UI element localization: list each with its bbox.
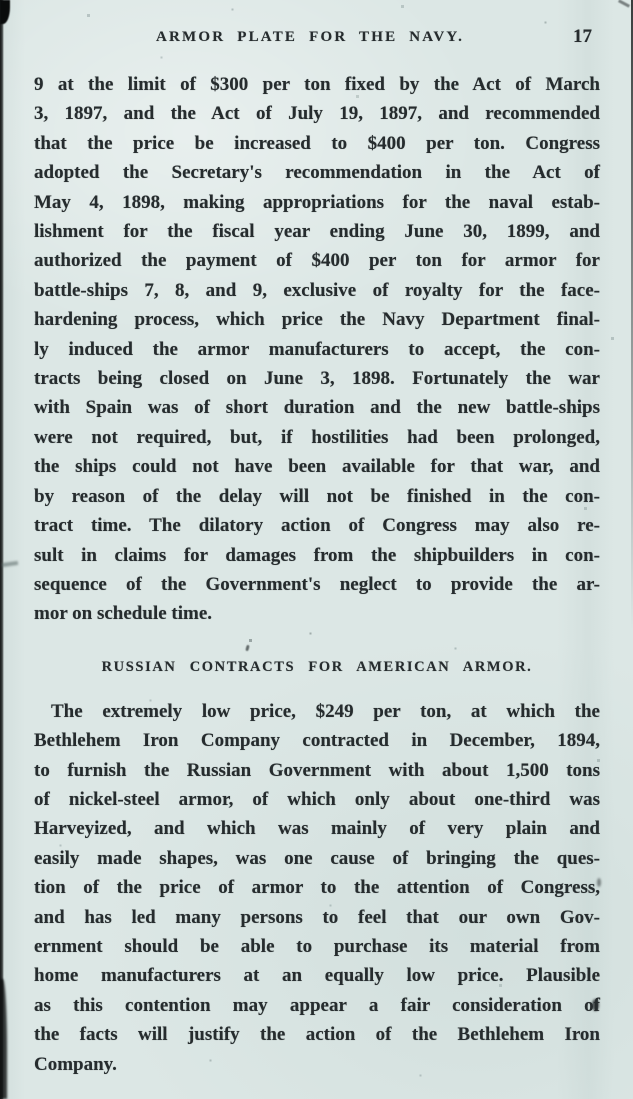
text-line: adopted the Secretary's recommendation in the Act of bbox=[34, 162, 600, 184]
text-line: tracts being closed on June 3, 1898. Fortunately the war bbox=[34, 368, 600, 390]
text-line: and has led many persons to feel that our own Gov- bbox=[34, 906, 600, 928]
text-line: authorized the payment of $400 per ton for armor for bbox=[34, 250, 600, 272]
text-line: easily made shapes, was one cause of bringing the ques- bbox=[34, 847, 600, 869]
scan-corner-blot-bottom-left bbox=[0, 979, 7, 1099]
scan-edge-left bbox=[0, 0, 4, 1099]
text-line: battle-ships 7, 8, and 9, exclusive of royalty for the face- bbox=[34, 279, 600, 301]
text-line: tion of the price of armor to the attention of Congress, bbox=[34, 877, 600, 899]
text-line: sequence of the Government's neglect to provide the ar- bbox=[34, 573, 600, 595]
text-line: tract time. The dilatory action of Congress may also re- bbox=[34, 515, 600, 537]
paragraph bbox=[34, 697, 600, 1079]
text-line: mor on schedule time. bbox=[34, 603, 213, 625]
scan-mark-top-right bbox=[618, 0, 630, 8]
scan-corner-blot-top-left bbox=[0, 0, 10, 24]
section-heading: RUSSIAN CONTRACTS FOR AMERICAN ARMOR. bbox=[101, 658, 533, 675]
text-line: home manufacturers at an equally low price. Plausible bbox=[34, 965, 600, 987]
paragraph bbox=[34, 70, 600, 629]
text-line: by reason of the delay will not be finished in the con- bbox=[34, 485, 600, 507]
page-number: 17 bbox=[573, 26, 592, 47]
text-line: sult in claims for damages from the shipbuilders in con- bbox=[34, 544, 600, 566]
text-line: Company. bbox=[34, 1053, 117, 1075]
text-line: the facts will justify the action of the Bethlehem Iron bbox=[34, 1024, 600, 1046]
scan-speckles bbox=[0, 0, 1, 1]
running-head-title: ARMOR PLATE FOR THE NAVY. bbox=[155, 29, 465, 45]
text-line: Harveyized, and which was mainly of very plain and bbox=[34, 818, 600, 840]
text-line: of nickel-steel armor, of which only about one-third was bbox=[34, 788, 600, 810]
text-line: were not required, but, if hostilities had been prolonged, bbox=[34, 426, 600, 448]
text-line: to furnish the Russian Government with about 1,500 tons bbox=[34, 759, 600, 781]
text-line: with Spain was of short duration and the new battle-ships bbox=[34, 397, 600, 419]
text-line: as this contention may appear a fair consideration of bbox=[34, 994, 600, 1016]
text-line: the ships could not have been available for that war, and bbox=[34, 456, 600, 478]
text-line: 9 at the limit of $300 per ton fixed by the Act of March bbox=[34, 74, 600, 95]
text-line: May 4, 1898, making appropriations for the naval estab- bbox=[34, 191, 600, 213]
text-line: Bethlehem Iron Company contracted in December, 1894, bbox=[34, 730, 600, 752]
text-line: hardening process, which price the Navy Department final- bbox=[34, 309, 600, 331]
text-line: ly induced the armor manufacturers to accept, the con- bbox=[34, 338, 600, 360]
text-line: ernment should be able to purchase its material from bbox=[34, 935, 600, 957]
text-line: lishment for the fiscal year ending June 30, 1899, and bbox=[34, 221, 600, 243]
scan-crease-mark bbox=[2, 561, 18, 567]
text-line: that the price be increased to $400 per ton. Congress bbox=[34, 132, 600, 154]
text-line: 3, 1897, and the Act of July 19, 1897, and recommended bbox=[34, 103, 600, 125]
text-line: The extremely low price, $249 per ton, at which the bbox=[51, 700, 600, 722]
text-block bbox=[34, 70, 600, 1079]
